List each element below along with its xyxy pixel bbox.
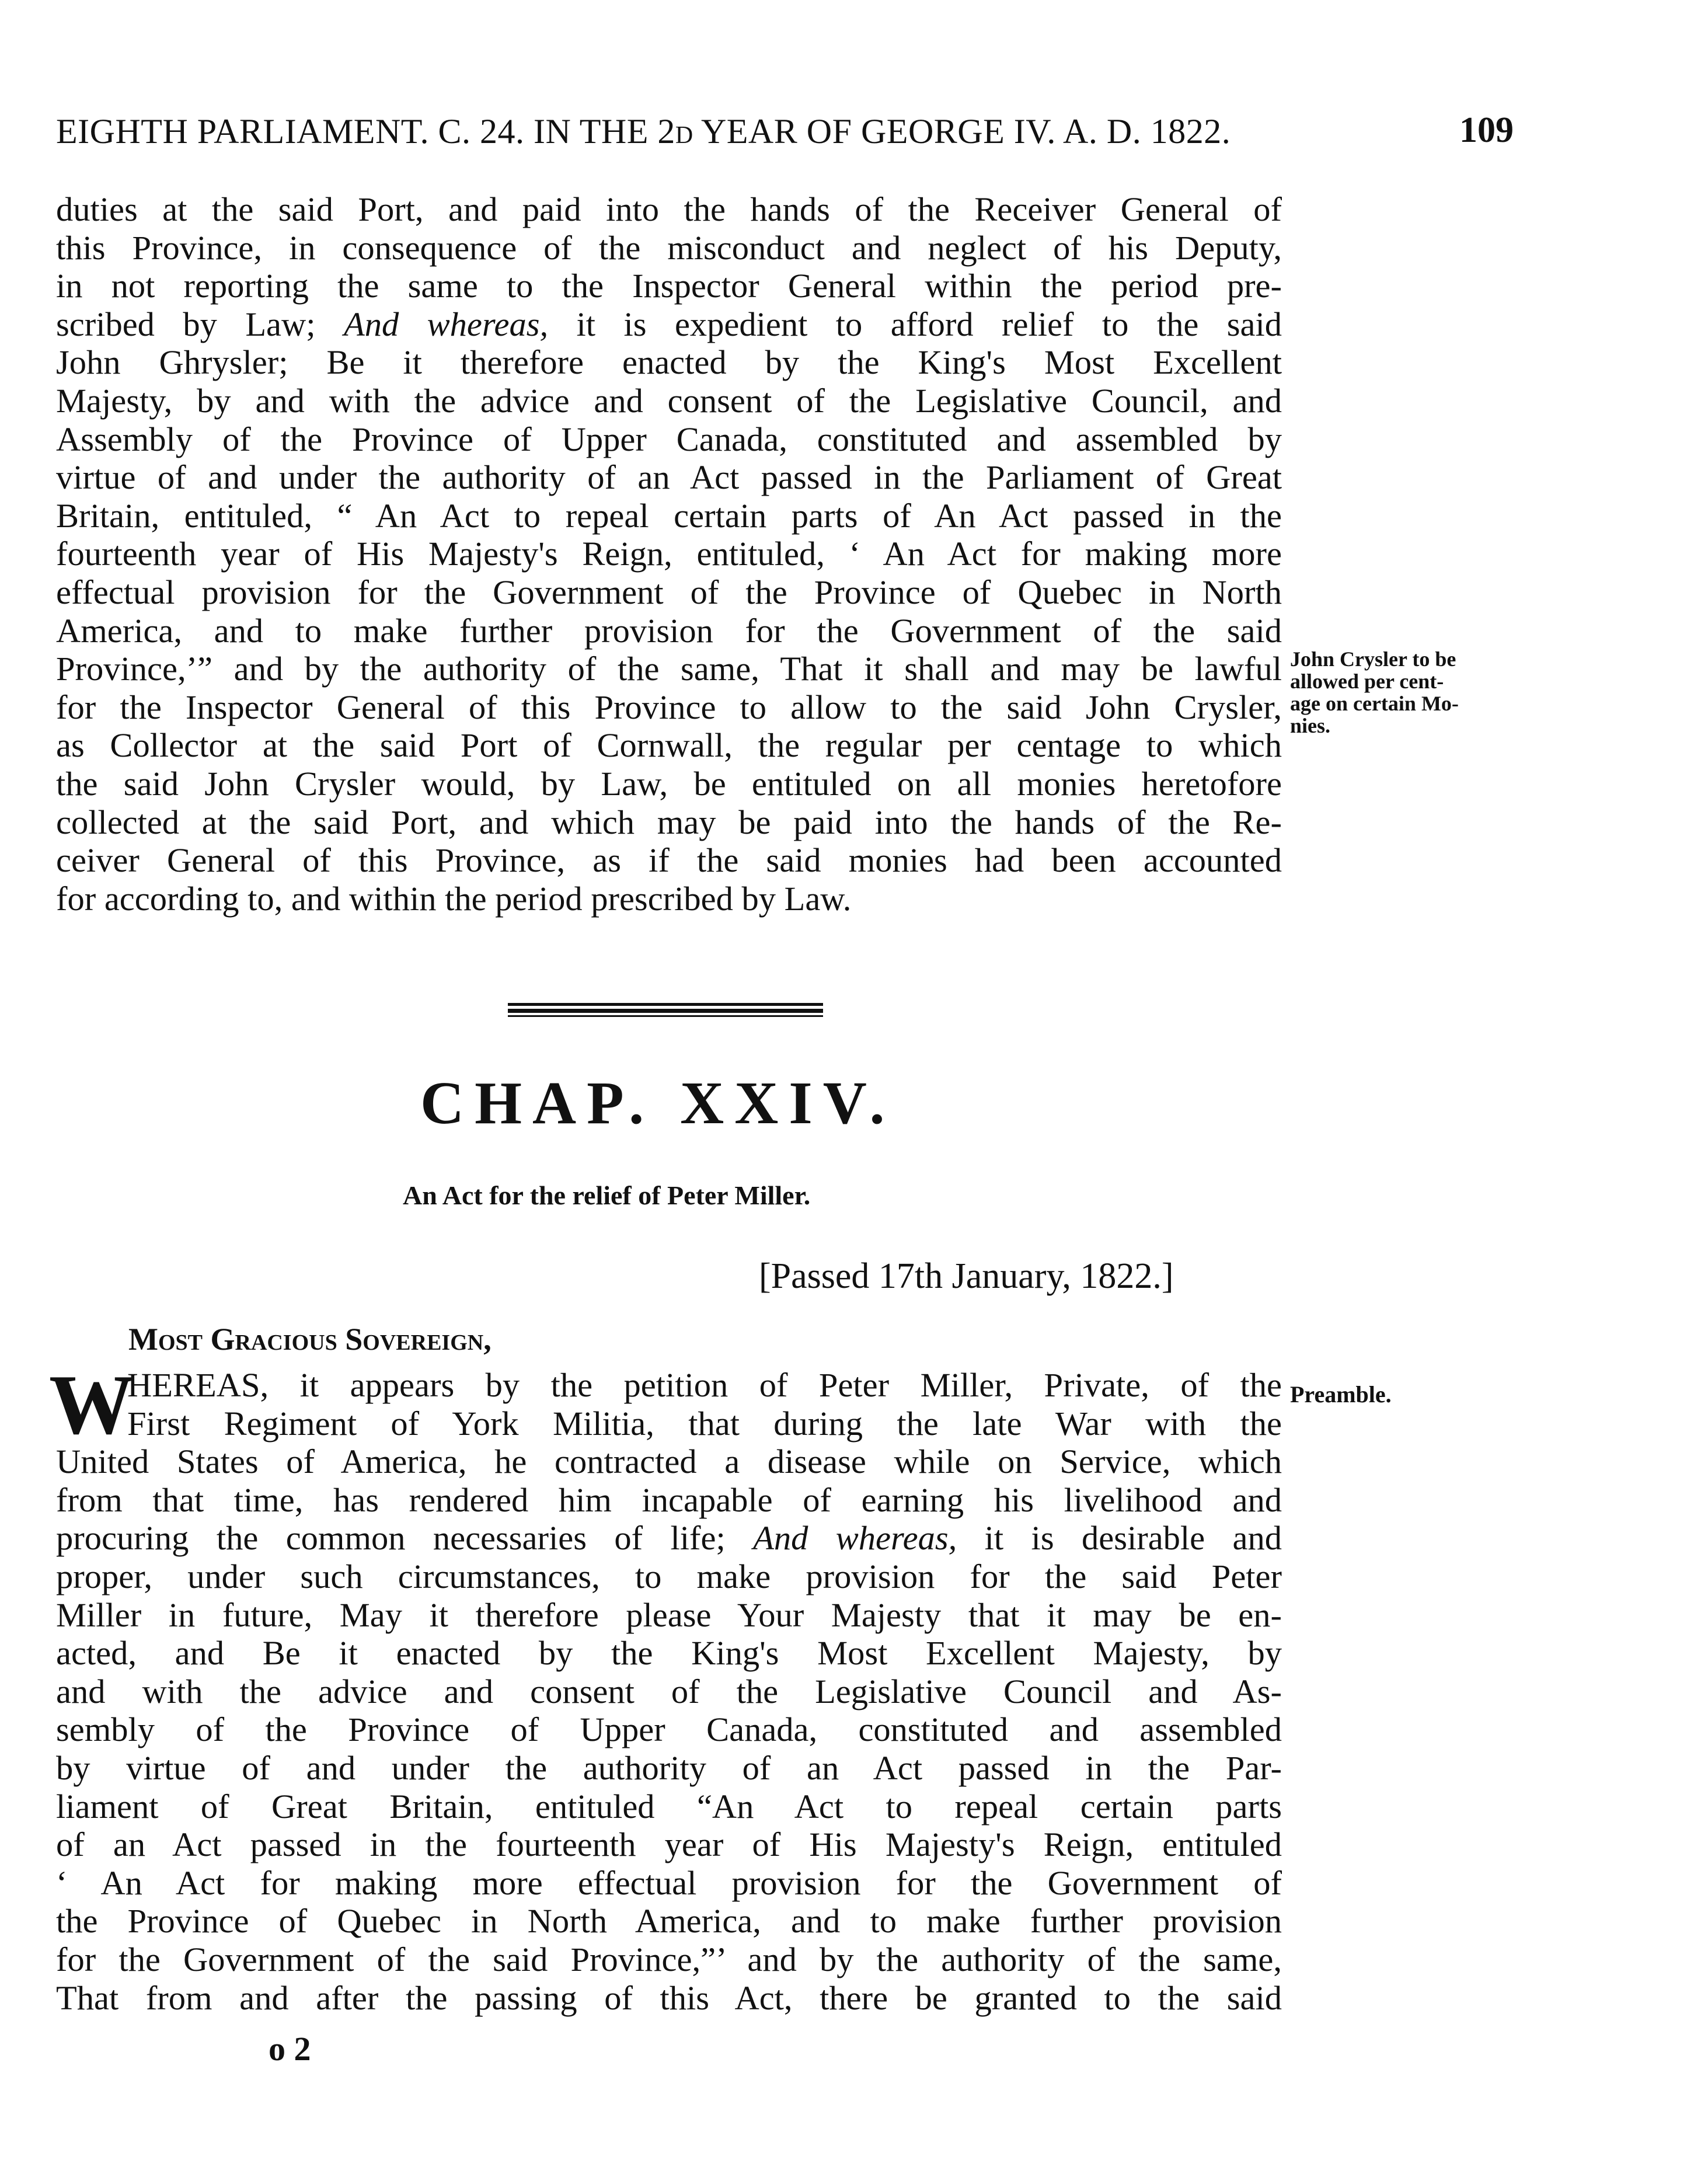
chapter-24-text (56, 1443, 1282, 2017)
margin-note-preamble: Preamble. (1290, 1381, 1392, 1407)
margin-note-line: nies. (1290, 714, 1331, 737)
text-line: America, and to make further provision for the Government of the said (56, 611, 1282, 650)
signature-mark: o 2 (269, 2030, 311, 2068)
text-line: Province,’” and by the authority of the same, That it shall and may be lawful (56, 650, 1282, 688)
running-header: EIGHTH PARLIAMENT. C. 24. IN THE 2d YEAR OF GEORGE IV. A. D. 1822. (56, 112, 1231, 151)
text-line: First Regiment of York Militia, that during the late War with the (127, 1404, 1282, 1443)
text-line: ‘ An Act for making more effectual provision for the Government of (56, 1863, 1282, 1902)
text-line: by virtue of and under the authority of an Act passed in the Par- (56, 1748, 1282, 1787)
chapter-title: CHAP. XXIV. (420, 1069, 895, 1137)
drop-cap: W (49, 1357, 134, 1452)
text-line: effectual provision for the Government of the Province of Quebec in North (56, 573, 1282, 611)
text-line: from that time, has rendered him incapable of earning his livelihood and (56, 1480, 1282, 1519)
text-line: Miller in future, May it therefore please Your Majesty that it may be en- (56, 1595, 1282, 1634)
text-line: the said John Crysler would, by Law, be entituled on all monies heretofore (56, 764, 1282, 803)
text-line: for the Government of the said Province,”’ and by the authority of the same, (56, 1940, 1282, 1978)
text-line: for according to, and within the period prescribed by Law. (56, 879, 852, 918)
text-line: duties at the said Port, and paid into the hands of the Receiver General of (56, 190, 1282, 228)
margin-note-line: John Crysler to be (1290, 647, 1456, 671)
margin-note-crysler (1290, 648, 1512, 737)
italic-phrase: And whereas, (753, 1519, 957, 1558)
text-line-start: scribed by Law; (56, 305, 344, 343)
text-line: Majesty, by and with the advice and consent of the Legislative Council, and (56, 381, 1282, 420)
text-line: as Collector at the said Port of Cornwall, the regular per centage to which (56, 726, 1282, 765)
text-line-end: it is desirable and (957, 1519, 1282, 1558)
text-line: for the Inspector General of this Province to allow to the said John Crysler, (56, 688, 1282, 726)
rule-line (508, 1009, 823, 1013)
text-line: Assembly of the Province of Upper Canada, constituted and assembled by (56, 420, 1282, 458)
text-line (56, 1519, 1282, 1558)
text-line: United States of America, he contracted a disease while on Service, which (56, 1443, 1282, 1481)
text-line: liament of Great Britain, entituled “An Act to repeal certain parts (56, 1787, 1282, 1825)
text-line: ceiver General of this Province, as if the said monies had been accounted (56, 841, 1282, 880)
act-title: An Act for the relief of Peter Miller. (403, 1180, 811, 1210)
text-line: of an Act passed in the fourteenth year of His Majesty's Reign, entituled (56, 1825, 1282, 1864)
text-line: acted, and Be it enacted by the King's Most Excellent Majesty, by (56, 1634, 1282, 1673)
ornamental-rule (508, 1003, 823, 1018)
margin-note-line: allowed per cent- (1290, 670, 1444, 693)
text-line: this Province, in consequence of the misconduct and neglect of his Deputy, (56, 228, 1282, 267)
text-line: in not reporting the same to the Inspector General within the period pre- (56, 267, 1282, 305)
text-line (56, 305, 1282, 344)
text-line: fourteenth year of His Majesty's Reign, entituled, ‘ An Act for making more (56, 535, 1282, 573)
passed-date: [Passed 17th January, 1822.] (759, 1256, 1174, 1296)
text-line: virtue of and under the authority of an Act passed in the Parliament of Great (56, 458, 1282, 497)
text-line: Britain, entituled, “ An Act to repeal certain parts of An Act passed in the (56, 496, 1282, 535)
salutation: Most Gracious Sovereign, (128, 1322, 492, 1357)
text-line: collected at the said Port, and which may be paid into the hands of the Re- (56, 803, 1282, 841)
text-line-start: procuring the common necessaries of life; (56, 1519, 754, 1558)
text-line: sembly of the Province of Upper Canada, constituted and assembled (56, 1710, 1282, 1749)
italic-phrase: And whereas, (343, 305, 549, 343)
text-line: proper, under such circumstances, to make provision for the said Peter (56, 1557, 1282, 1595)
margin-note-line: age on certain Mo- (1290, 692, 1459, 715)
text-line: and with the advice and consent of the Legislative Council and As- (56, 1672, 1282, 1710)
rule-line (508, 1003, 823, 1006)
text-line: That from and after the passing of this Act, there be granted to the said (56, 1978, 1282, 2017)
text-line: HEREAS, it appears by the petition of Peter Miller, Private, of the (127, 1366, 1282, 1404)
page-number: 109 (1459, 110, 1514, 150)
section-23-continued-text (56, 190, 1282, 918)
text-line: John Ghrysler; Be it therefore enacted by the King's Most Excellent (56, 343, 1282, 382)
rule-line (508, 1015, 823, 1017)
text-line-end: it is expedient to afford relief to the said (548, 305, 1282, 343)
text-line: the Province of Quebec in North America, and to make further provision (56, 1902, 1282, 1940)
